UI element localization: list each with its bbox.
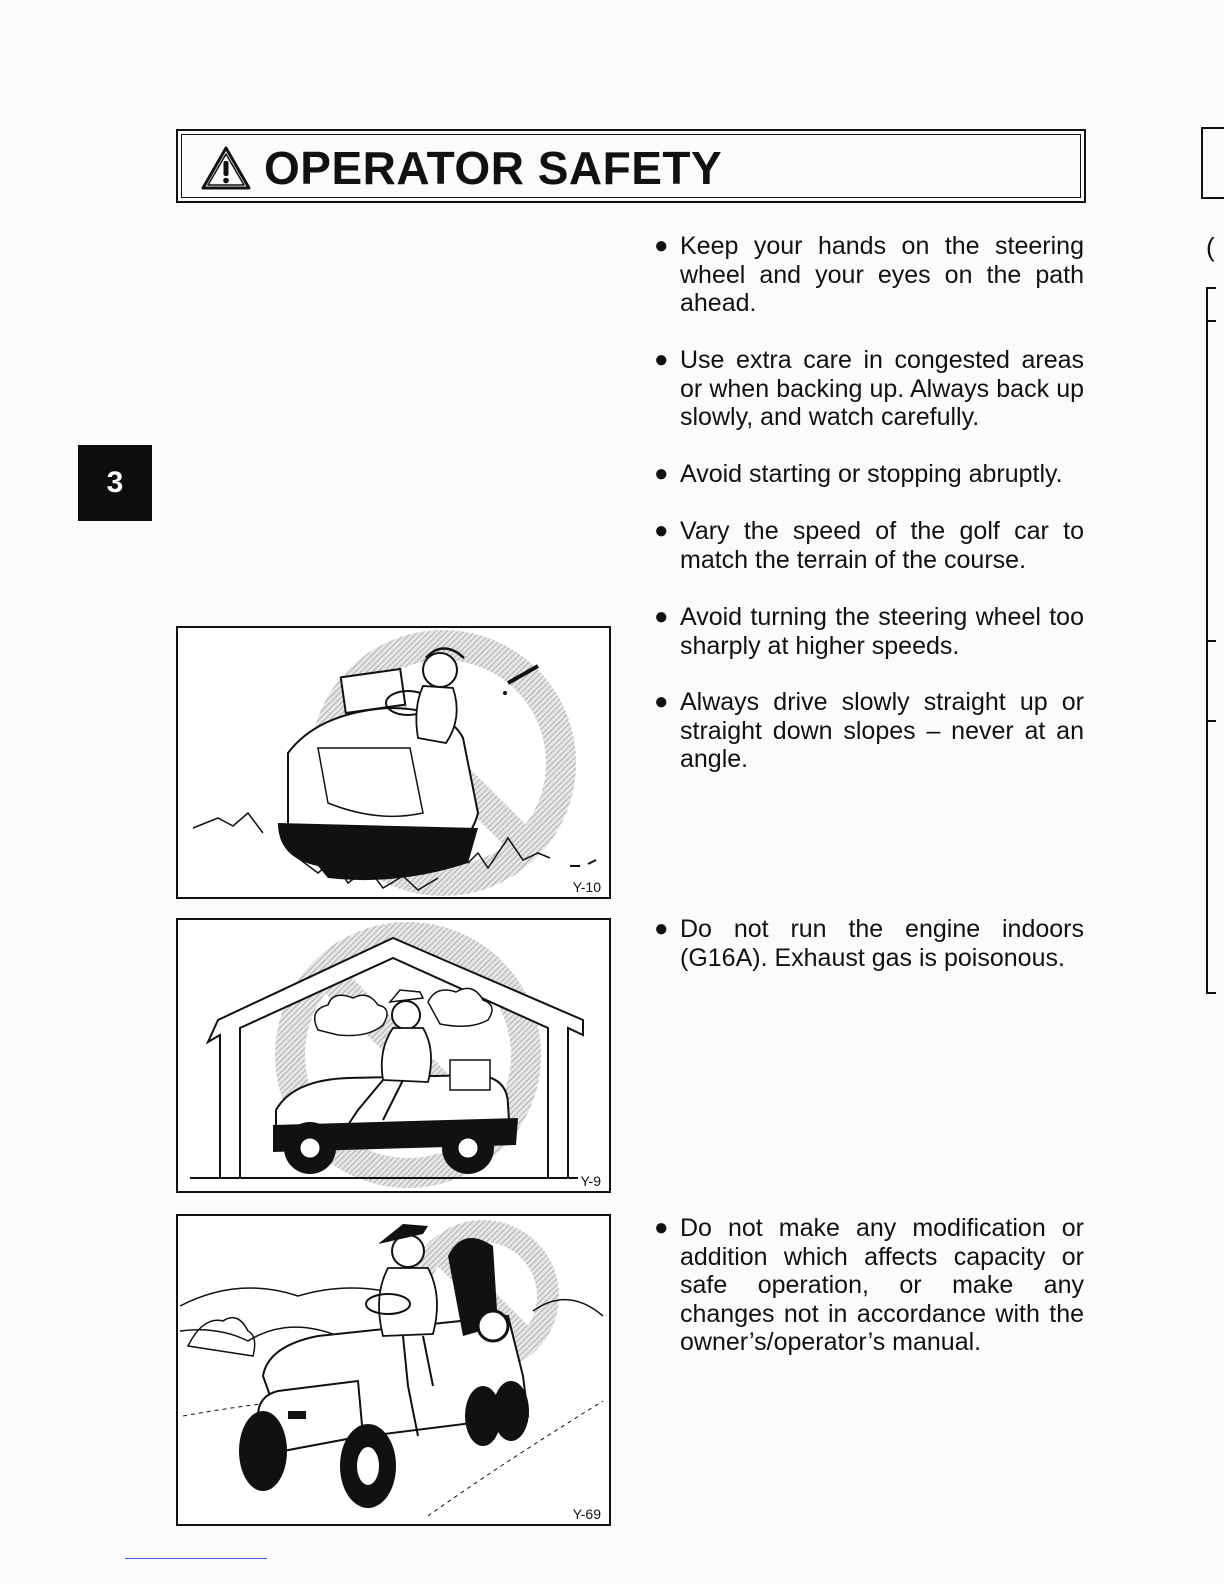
bullet-text: Vary the speed of the golf car to match the terrain of the course. bbox=[680, 517, 1084, 574]
list-item bbox=[654, 460, 1084, 489]
bullet-text: Always drive slowly straight up or straight down slopes – never at an angle. bbox=[680, 688, 1084, 773]
figure-label: Y-10 bbox=[572, 879, 601, 895]
bullet-text: Avoid starting or stopping abruptly. bbox=[680, 460, 1063, 488]
list-item bbox=[654, 915, 1084, 972]
adjacent-page-table-rule bbox=[1206, 640, 1216, 642]
bullet-glyph: ● bbox=[654, 688, 669, 715]
bullet-glyph: ● bbox=[654, 232, 669, 259]
bullet-glyph: ● bbox=[654, 1214, 669, 1241]
chapter-number: 3 bbox=[106, 466, 124, 499]
figure-label: Y-9 bbox=[580, 1173, 601, 1189]
bullet-text: Avoid turning the steering wheel too sharply at higher speeds. bbox=[680, 603, 1084, 660]
bullet-text: Do not make any modification or addition which affects capacity or safe operation, or make any changes not in accordance with the owner’s/operator’s manual. bbox=[680, 1214, 1084, 1356]
sharp-turn-prohibited-illustration bbox=[178, 628, 609, 897]
figure-engine-indoors bbox=[176, 918, 611, 1193]
bullet-glyph: ● bbox=[654, 517, 669, 544]
page-title: OPERATOR SAFETY bbox=[264, 142, 723, 194]
chapter-tab bbox=[78, 445, 152, 521]
adjacent-page-table-rule bbox=[1206, 287, 1216, 289]
list-item bbox=[654, 688, 1084, 774]
section-header bbox=[176, 129, 1086, 203]
bullet-glyph: ● bbox=[654, 603, 669, 630]
adjacent-page-table-rule bbox=[1206, 720, 1216, 722]
adjacent-page-text-fragment: ( bbox=[1206, 232, 1215, 262]
bullet-text: Keep your hands on the steering wheel and your eyes on the path ahead. bbox=[680, 232, 1084, 317]
list-item bbox=[654, 517, 1084, 574]
bullet-glyph: ● bbox=[654, 460, 669, 487]
bullet-glyph: ● bbox=[654, 915, 669, 942]
adjacent-page-table-rule bbox=[1206, 320, 1216, 322]
figure-modifications bbox=[176, 1214, 611, 1526]
section-header-content bbox=[200, 141, 722, 195]
list-item bbox=[654, 1214, 1084, 1357]
warning-triangle-icon bbox=[200, 145, 252, 191]
bullet-text: Use extra care in congested areas or when backing up. Always back up slowly, and watch carefully. bbox=[680, 346, 1084, 431]
engine-indoors-prohibited-illustration bbox=[178, 920, 609, 1191]
list-item bbox=[654, 603, 1084, 660]
list-item bbox=[654, 346, 1084, 432]
adjacent-page-header-fragment bbox=[1201, 127, 1224, 199]
adjacent-page-table-rule bbox=[1206, 992, 1216, 994]
bullet-text: Do not run the engine indoors (G16A). Exhaust gas is poisonous. bbox=[680, 915, 1084, 972]
figure-sharp-turn bbox=[176, 626, 611, 899]
figure-label: Y-69 bbox=[572, 1506, 601, 1522]
list-item bbox=[654, 232, 1084, 318]
bullet-glyph: ● bbox=[654, 346, 669, 373]
footer-rule bbox=[125, 1558, 267, 1559]
modified-golf-car-prohibited-illustration bbox=[178, 1216, 609, 1524]
